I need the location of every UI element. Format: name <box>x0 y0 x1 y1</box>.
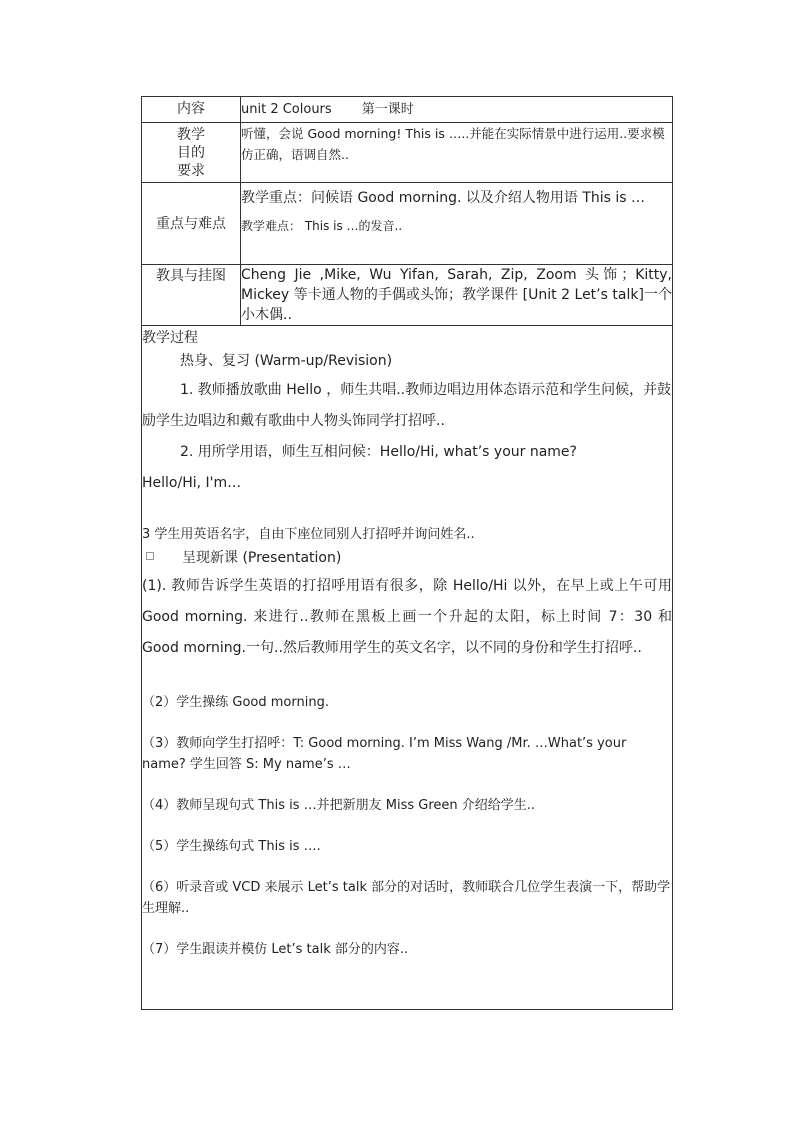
blank-line <box>142 499 672 524</box>
difficult-point-text: 教学难点： This is …的发音.. <box>241 219 403 233</box>
objectives-label-line: 要求 <box>177 163 205 179</box>
presentation-step-5: （5）学生操练句式 This is …. <box>142 839 321 854</box>
warmup-step-2: 2. 用所学用语，师生互相问候：Hello/Hi, what’s your name? <box>180 444 577 460</box>
key-points-label: 重点与难点 <box>142 183 241 265</box>
tools-row <box>142 265 673 326</box>
objectives-label <box>142 123 241 183</box>
header-row <box>142 97 673 123</box>
objectives-row <box>142 123 673 183</box>
key-points-row <box>142 183 673 265</box>
warmup-step-1: 1. 教师播放歌曲 Hello ，师生共唱..教师边唱边用体态语示范和学生问候，并鼓励学生边唱边和戴有歌曲中人物头饰同学打招呼.. <box>142 382 672 429</box>
process-title: 教学过程 <box>142 330 198 346</box>
key-point-text: 教学重点：问候语 Good morning. 以及介绍人物用语 This is … <box>241 190 646 206</box>
presentation-heading: 呈现新课 (Presentation) <box>182 550 342 566</box>
unit-name: unit 2 Colours <box>241 102 332 117</box>
objectives-label-line: 目的 <box>177 145 205 161</box>
warmup-step-2-cont: Hello/Hi, I'm… <box>142 475 242 491</box>
period-label: 第一课时 <box>361 102 414 117</box>
process-row <box>142 326 673 1010</box>
presentation-step-6: （6）听录音或 VCD 来展示 Let’s talk 部分的对话时，教师联合几位学生表演一下，帮助学生理解.. <box>142 880 671 916</box>
process-cell <box>142 326 673 1010</box>
content-label: 内容 <box>142 97 241 123</box>
warmup-step-3: 3 学生用英语名字，自由下座位同别人打招呼并询问姓名.. <box>142 527 475 542</box>
presentation-step-1: (1). 教师告诉学生英语的打招呼用语有很多，除 Hello/Hi 以外，在早上或上午可用 Good morning. 来进行..教师在黑板上画一个升起的太阳，标上时间 7：30 和 Good morning.一句..然后教师用学生的英文名字，以不同的身份和学生打招呼.. <box>142 578 672 656</box>
presentation-step-3: （3）教师向学生打招呼：T: Good morning. I’m Miss Wang /Mr. …What’s your name? 学生回答 S: My name’s … <box>142 736 627 772</box>
objectives-text: 听懂，会说 Good morning! This is …..并能在实际情景中进行运用..要求模仿正确，语调自然.. <box>241 123 673 183</box>
tools-text: Cheng Jie ,Mike, Wu Yifan, Sarah, Zip, Zoom 头饰；Kitty, Mickey 等卡通人物的手偶或头饰；教学课件 [Unit 2 Let’s talk]一个小木偶.. <box>241 265 673 326</box>
key-points-cell <box>241 183 673 265</box>
warmup-heading: 热身、复习 (Warm-up/Revision) <box>180 353 393 369</box>
lesson-plan-table <box>141 96 673 1010</box>
objectives-label-line: 教学 <box>177 127 205 143</box>
unit-title <box>241 97 673 123</box>
presentation-heading-line <box>142 546 672 571</box>
tools-label: 教具与挂图 <box>142 265 241 326</box>
presentation-step-4: （4）教师呈现句式 This is …并把新朋友 Miss Green 介绍给学生.. <box>142 798 536 813</box>
presentation-step-2: （2）学生操练 Good morning. <box>142 695 329 710</box>
presentation-step-7: （7）学生跟读并模仿 Let’s talk 部分的内容.. <box>142 942 409 957</box>
bullet-icon <box>146 552 154 560</box>
